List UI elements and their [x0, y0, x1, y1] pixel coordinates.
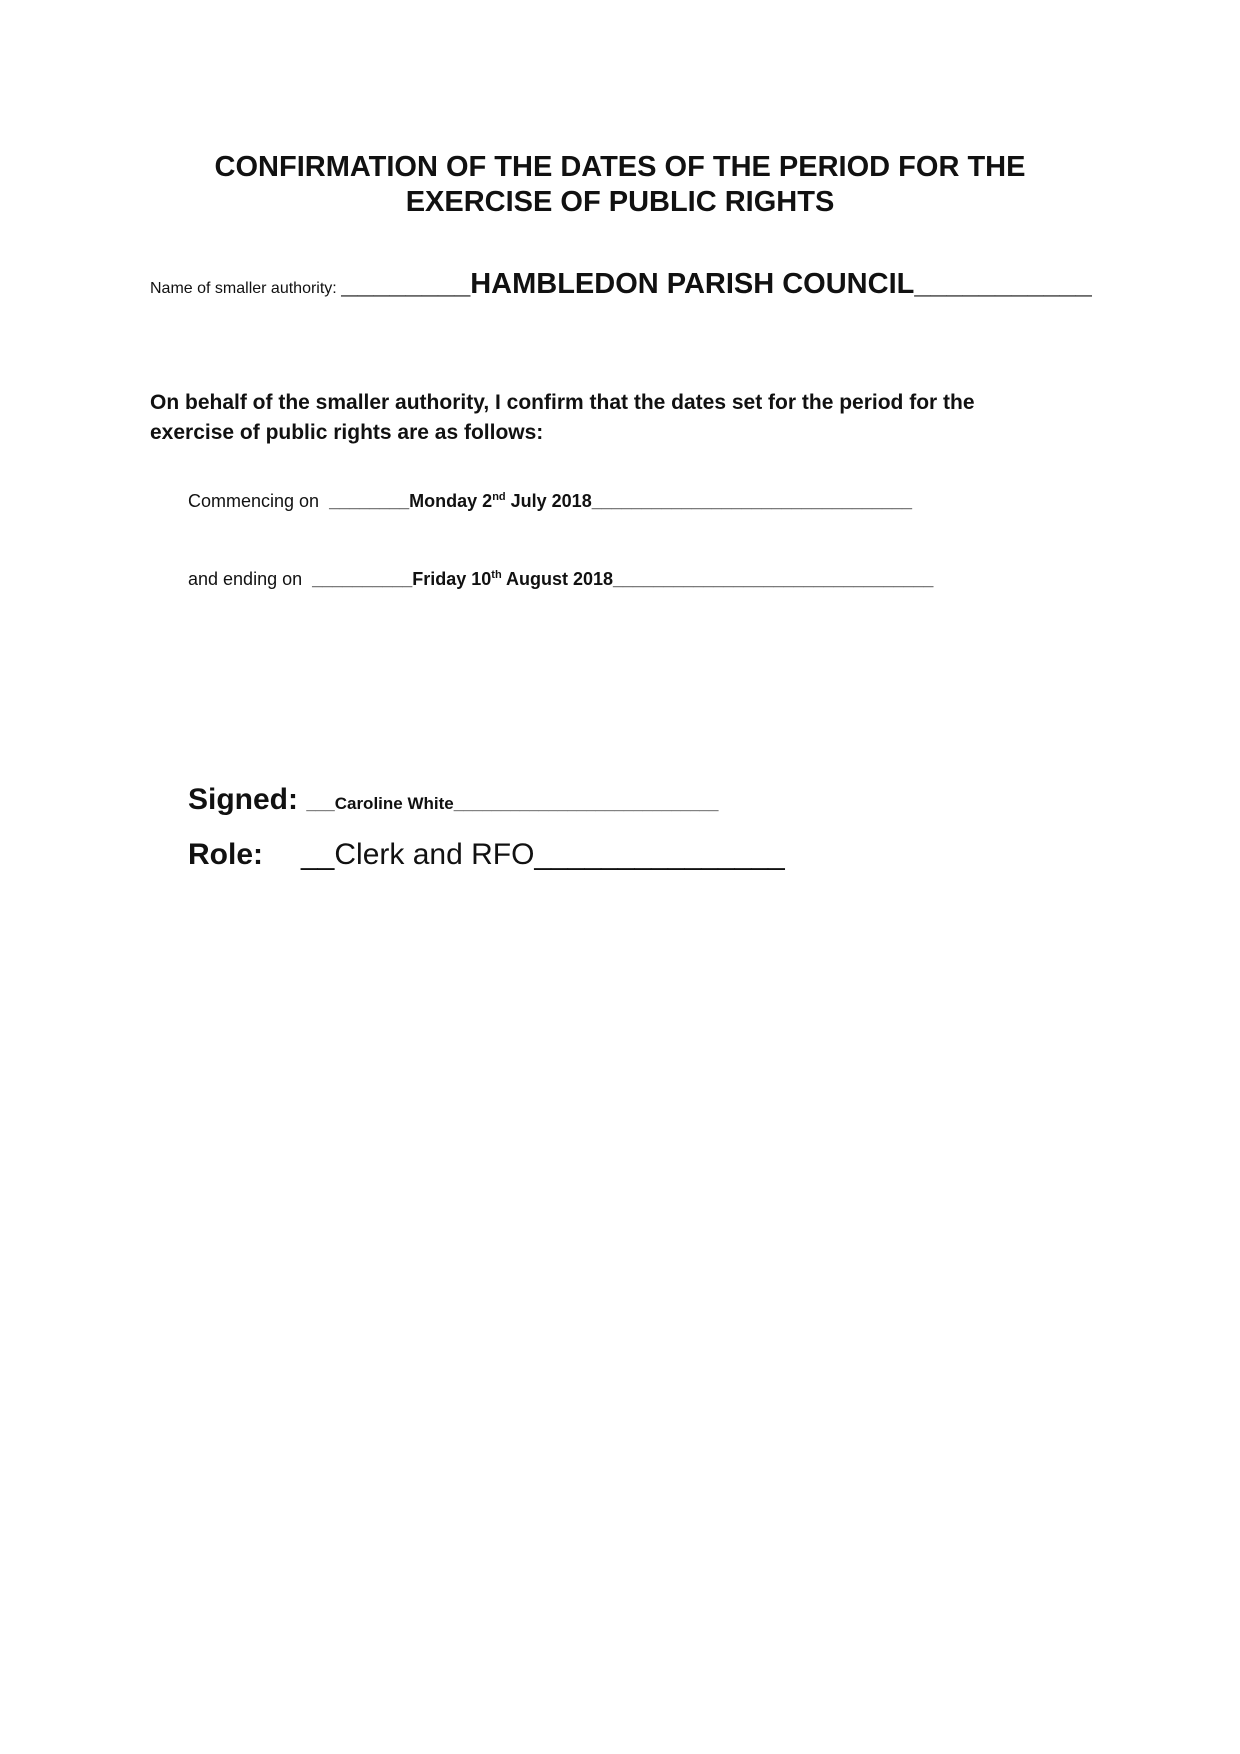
ending-date-row	[188, 569, 933, 590]
confirmation-statement-line-1: On behalf of the smaller authority, I confirm that the dates set for the period for the	[150, 391, 975, 414]
commencing-date-row	[188, 491, 912, 512]
signatory-name: ___Caroline White____________________________	[306, 794, 719, 813]
commencing-label: Commencing on	[188, 491, 330, 511]
authority-row	[150, 268, 1092, 301]
role-value: __Clerk and RFO_______________	[301, 838, 785, 871]
commencing-date-value	[329, 491, 912, 511]
signed-label: Signed:	[188, 783, 307, 816]
ending-date-rest: August 2018________________________________	[501, 569, 934, 589]
ending-date-ordinal: th	[491, 569, 502, 581]
confirmation-statement-line-2: exercise of public rights are as follows:	[150, 421, 544, 444]
commencing-date-ordinal: nd	[492, 491, 506, 503]
ending-label: and ending on	[188, 569, 313, 589]
commencing-date-rest: July 2018________________________________	[505, 491, 913, 511]
role-row	[188, 838, 785, 872]
ending-date-prefix: __________Friday 10	[312, 569, 492, 589]
authority-name: ________HAMBLEDON PARISH COUNCIL___________	[341, 268, 1092, 300]
document-title-line-1: CONFIRMATION OF THE DATES OF THE PERIOD FOR THE	[214, 151, 1026, 183]
commencing-date-prefix: ________Monday 2	[329, 491, 493, 511]
ending-date-value	[312, 569, 933, 589]
authority-label: Name of smaller authority:	[150, 280, 342, 297]
document-title-line-2: EXERCISE OF PUBLIC RIGHTS	[405, 186, 835, 218]
signature-row	[188, 783, 718, 817]
role-label: Role:	[188, 838, 263, 871]
